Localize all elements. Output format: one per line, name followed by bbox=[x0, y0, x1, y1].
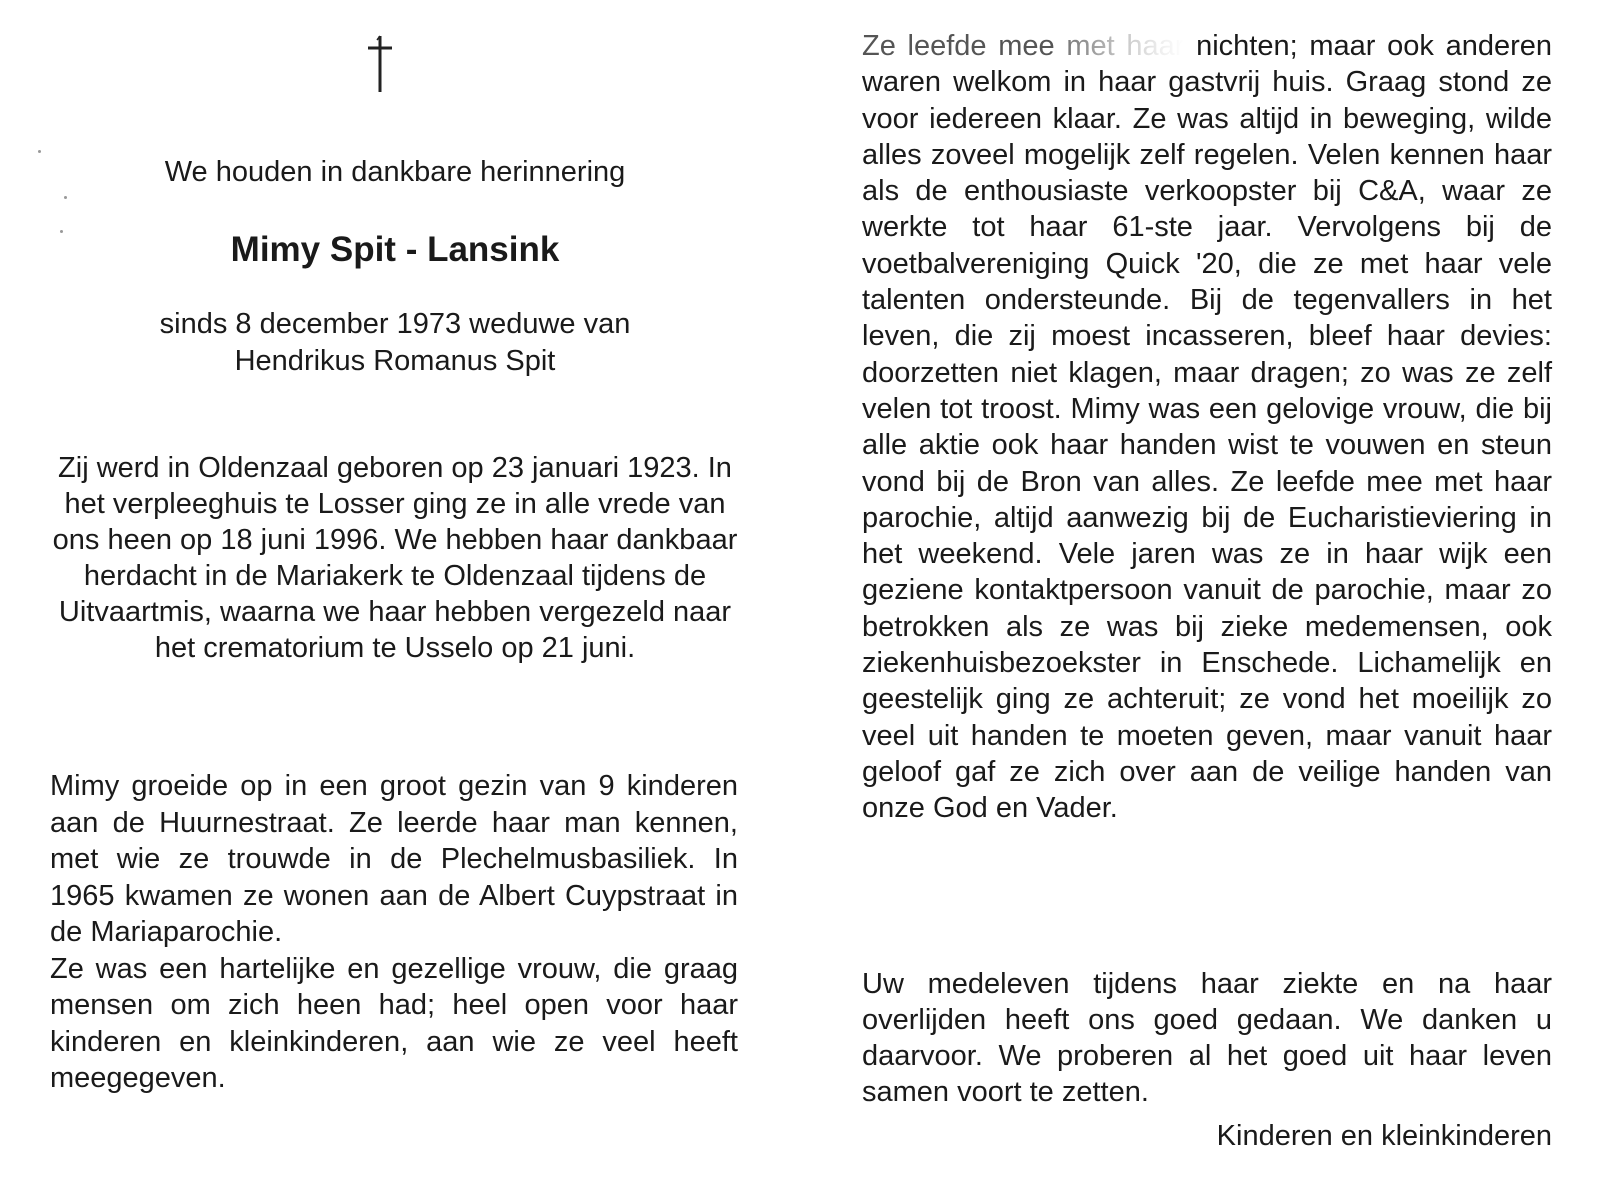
signature: Kinderen en kleinkinderen bbox=[1216, 1120, 1552, 1152]
biography-right-column bbox=[862, 28, 1552, 827]
scan-speck bbox=[38, 150, 41, 153]
faded-text-tail: met haar bbox=[1066, 30, 1185, 62]
widow-line-2: Hendrikus Romanus Spit bbox=[234, 345, 556, 377]
birth-death-paragraph: Zij werd in Oldenzaal geboren op 23 januari 1923. In het verpleeghuis te Losser ging ze in alle vrede van ons heen op 18 juni 1996. We hebben haar dankbaar herdacht in de Mariakerk te Oldenzaal tijdens de Uitvaartmis, waarna we haar hebben vergezeld naar het crematorium te Usselo op 21 juni. bbox=[52, 452, 738, 664]
scan-speck bbox=[64, 196, 67, 199]
thanks-paragraph: Uw medeleven tijdens haar ziekte en na haar overlijden heeft ons goed gedaan. We danken u daarvoor. We proberen al het goed uit haar leven samen voort te zetten. bbox=[862, 968, 1552, 1108]
biography-paragraph-2: Ze was een hartelijke en gezellige vrouw, die graag mensen om zich heen had; heel open voor haar kinderen en kleinkinderen, aan wie ze veel heeft meegegeven. bbox=[50, 952, 738, 1094]
widow-statement bbox=[0, 306, 790, 380]
deceased-name: Mimy Spit - Lansink bbox=[230, 230, 560, 269]
intro-line: We houden in dankbare herinnering bbox=[164, 156, 626, 188]
latin-cross-icon bbox=[358, 34, 398, 94]
faded-text-visible: Ze leefde mee bbox=[862, 30, 1055, 62]
biography-paragraph-1: Mimy groeide op in een groot gezin van 9 kinderen aan de Huurnestraat. Ze leerde haar man kennen, met wie ze trouwde in de Plechelmusbasiliek. In 1965 kwamen ze wonen aan de Albert Cuypstraat in de Mariaparochie. bbox=[50, 770, 738, 948]
scan-speck bbox=[60, 230, 63, 233]
biography-paragraph-3: nichten; maar ook anderen waren welkom in haar gastvrij huis. Graag stond ze voor iedereen klaar. Ze was altijd in beweging, wilde alles zoveel mogelijk zelf regelen. Velen kennen haar als de enthousiaste verkoopster bij C&A, waar ze werkte tot haar 61-ste jaar. Vervolgens bij de voetbalvereniging Quick '20, die ze met haar vele talenten ondersteunde. Bij de tegenvallers in het leven, die zij moest incasseren, bleef haar devies: doorzetten niet klagen, maar dragen; zo was ze zelf velen tot troost. Mimy was een gelovige vrouw, die bij alle aktie ook haar handen wist te vouwen en steun vond bij de Bron van alles. Ze leefde mee met haar parochie, altijd aanwezig bij de Eucharistieviering in het weekend. Vele jaren was ze in haar wijk een geziene kontaktpersoon vanuit de parochie, maar zo betrokken als ze was bij zieke medemensen, ook ziekenhuisbezoekster in Enschede. Lichamelijk en geestelijk ging ze achteruit; ze vond het moeilijk zo veel uit handen te moeten geven, maar vanuit haar geloof gaf ze zich over aan de veilige handen van onze God en Vader. bbox=[862, 30, 1552, 825]
faded-text-start bbox=[862, 30, 1184, 62]
widow-line-1: sinds 8 december 1973 weduwe van bbox=[159, 308, 631, 340]
biography-left-column bbox=[50, 768, 738, 1097]
